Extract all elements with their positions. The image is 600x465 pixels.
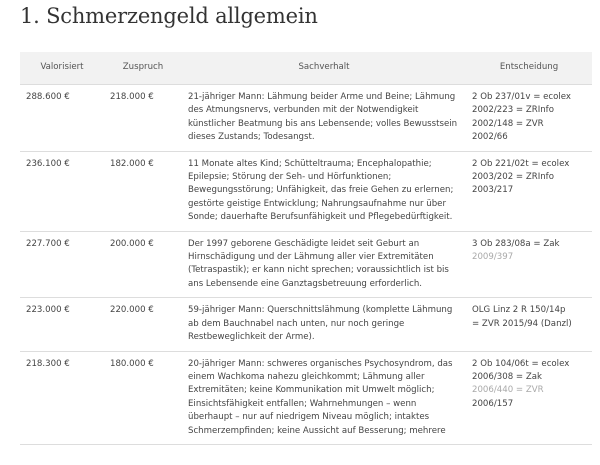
decision-reference-link[interactable]: 2006/440 = ZVR [472,385,544,396]
table-row [20,298,592,351]
cell-zuspruch: 200.000 € [104,231,182,298]
table-row [20,231,592,298]
cell-entscheidung [466,351,592,444]
cell-entscheidung [466,85,592,152]
decision-reference: 2 Ob 221/02t = ecolex [472,158,570,169]
decision-reference: OLG Linz 2 R 150/14p [472,305,566,316]
header-sachverhalt: Sachverhalt [182,52,466,85]
table-row [20,85,592,152]
decision-reference: 2002/223 = ZRInfo [472,105,554,116]
decision-reference: 2002/66 [472,132,508,143]
cell-zuspruch: 220.000 € [104,298,182,351]
decision-reference: 3 Ob 283/08a = Zak [472,238,560,249]
cell-entscheidung [466,298,592,351]
cell-valorisiert: 236.100 € [20,151,104,231]
header-entscheidung: Entscheidung [466,52,592,85]
schmerzengeld-table [20,52,592,445]
decision-reference: 2 Ob 104/06t = ecolex [472,358,570,369]
header-valorisiert: Valorisiert [20,52,104,85]
cell-zuspruch: 180.000 € [104,351,182,444]
page-title: 1. Schmerzengeld allgemein [20,4,318,28]
decision-reference: 2006/157 [472,398,514,409]
decision-reference: 2003/217 [472,185,514,196]
table-row [20,151,592,231]
decision-reference: = ZVR 2015/94 (Danzl) [472,318,572,329]
cell-valorisiert: 227.700 € [20,231,104,298]
cell-sachverhalt: 11 Monate altes Kind; Schütteltrauma; Encephalopathie; Epilepsie; Störung der Seh- und Hörfunktionen; Bewegungsstörung; Unfähigkeit, das freie Gehen zu erlernen; gestörte geistige Entwicklung; Nahrungsaufnahme nur über Sonde; dauerhafte Berufsunfähigkeit und Pflegebedürftigkeit. [182,151,466,231]
cell-entscheidung [466,231,592,298]
cell-valorisiert: 218.300 € [20,351,104,444]
decision-reference: 2002/148 = ZVR [472,118,544,129]
decision-reference: 2 Ob 237/01v = ecolex [472,92,572,102]
header-zuspruch: Zuspruch [104,52,182,85]
cell-zuspruch: 182.000 € [104,151,182,231]
decision-reference: 2003/202 = ZRInfo [472,172,554,183]
cell-entscheidung [466,151,592,231]
table-header-row [20,52,592,85]
cell-sachverhalt: 21-jähriger Mann: Lähmung beider Arme und Beine; Lähmung des Atmungsnervs, verbunden mit der Notwendigkeit künstlicher Beatmung bis ans Lebensende; volles Bewusstsein dieses Zustands; Todesangst. [182,85,466,152]
cell-valorisiert: 288.600 € [20,85,104,152]
cell-sachverhalt: 59-jähriger Mann: Querschnittslähmung (komplette Lähmung ab dem Bauchnabel nach unten, nur noch geringe Restbeweglichkeit der Arme). [182,298,466,351]
table-row [20,351,592,444]
decision-reference-link[interactable]: 2009/397 [472,252,514,263]
cell-zuspruch: 218.000 € [104,85,182,152]
cell-sachverhalt: 20-jähriger Mann: schweres organisches Psychosyndrom, das einem Wachkoma nahezu gleichkommt; Lähmung aller Extremitäten; keine Kommunikation mit Umwelt möglich; Einsichtsfähigkeit entfallen; Wahrnehmungen – wenn überhaupt – nur auf niedrigem Niveau möglich; intaktes Schmerzempfinden; keine Aussicht auf Besserung; mehrere [182,351,466,444]
cell-sachverhalt: Der 1997 geborene Geschädigte leidet seit Geburt an Hirnschädigung und der Lähmung aller vier Extremitäten (Tetraspastik); er kann nicht sprechen; voraussichtlich ist bis ans Lebensende eine Ganztagsbetreuung erforderlich. [182,231,466,298]
cell-valorisiert: 223.000 € [20,298,104,351]
decision-reference: 2006/308 = Zak [472,371,542,382]
